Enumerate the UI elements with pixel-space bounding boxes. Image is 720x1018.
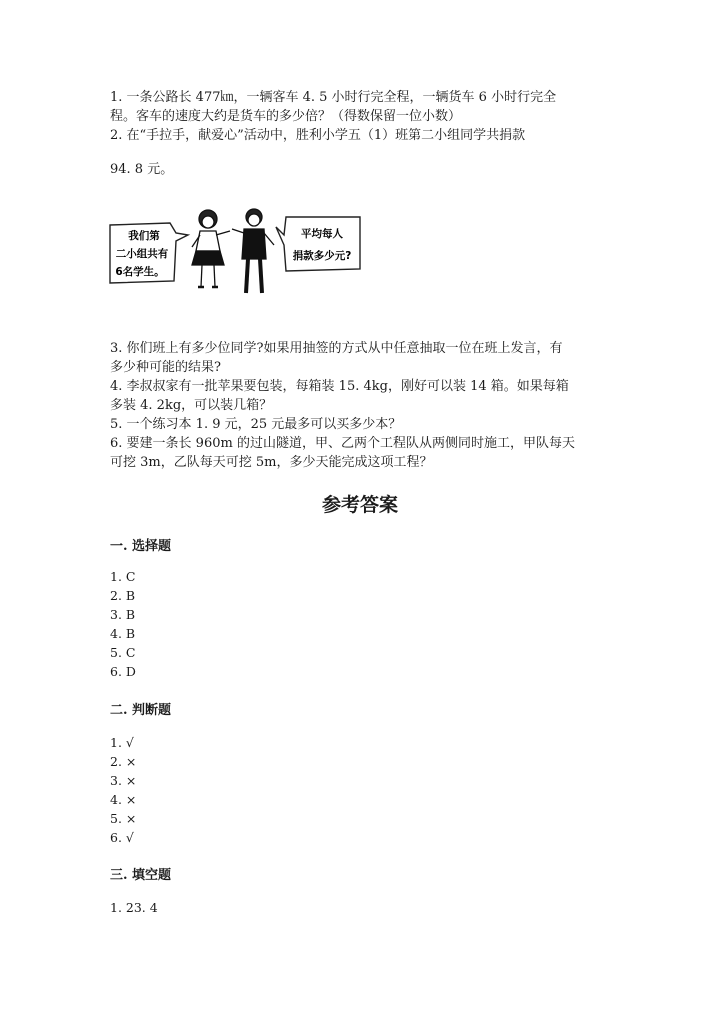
bubble-left-text-2: 二小组共有 bbox=[115, 248, 169, 260]
choice-answer-4: 4. B bbox=[110, 626, 136, 641]
section-judge-heading: 二. 判断题 bbox=[110, 703, 172, 718]
bubble-right-text-2: 捐款多少元? bbox=[292, 250, 352, 262]
problem-6-line-1: 6. 要建一条长 960m 的过山隧道，甲、乙两个工程队从两侧同时施工，甲队每天 bbox=[110, 436, 575, 451]
problem-6-line-2: 可挖 3m，乙队每天可挖 5m，多少天能完成这项工程？ bbox=[110, 455, 433, 470]
section-choice-heading: 一. 选择题 bbox=[110, 539, 172, 554]
choice-answer-2: 2. B bbox=[110, 588, 136, 603]
problem-2-line-2: 94. 8 元。 bbox=[110, 162, 174, 177]
choice-answer-3: 3. B bbox=[110, 607, 136, 622]
problem-4-line-1: 4. 李叔叔家有一批苹果要包装，每箱装 15. 4kg，刚好可以装 14 箱。如果每箱 bbox=[110, 379, 569, 394]
choice-answer-5: 5. C bbox=[110, 645, 136, 660]
bubble-left-text-1: 我们第 bbox=[128, 230, 160, 242]
problem-3-line-2: 多少种可能的结果? bbox=[110, 360, 221, 375]
problem-5-line-1: 5. 一个练习本 1. 9 元，25 元最多可以买多少本？ bbox=[110, 417, 402, 432]
boy-figure bbox=[232, 209, 274, 293]
children-illustration bbox=[108, 205, 364, 301]
fill-answer-1: 1. 23. 4 bbox=[110, 900, 158, 915]
problem-4-line-2: 多装 4. 2kg，可以装几箱？ bbox=[110, 398, 273, 413]
problem-3-line-1: 3. 你们班上有多少位同学?如果用抽签的方式从中任意抽取一位在班上发言，有 bbox=[110, 341, 563, 356]
choice-answer-1: 1. C bbox=[110, 569, 136, 584]
problem-2-line-1: 2. 在“手拉手，献爱心”活动中，胜利小学五（1）班第二小组同学共捐款 bbox=[110, 128, 526, 143]
problem-1-line-1: 1. 一条公路长 477㎞，一辆客车 4. 5 小时行完全程，一辆货车 6 小时行完全 bbox=[110, 90, 557, 105]
choice-answer-6: 6. D bbox=[110, 664, 136, 679]
girl-figure bbox=[192, 210, 230, 287]
section-fill-heading: 三. 填空题 bbox=[110, 868, 172, 883]
judge-answer-1: 1. √ bbox=[110, 735, 134, 750]
answers-title: 参考答案 bbox=[321, 494, 398, 516]
bubble-left-text-3: 6名学生。 bbox=[115, 266, 165, 278]
judge-answer-5: 5. × bbox=[110, 811, 137, 826]
judge-answer-4: 4. × bbox=[110, 792, 137, 807]
judge-answer-6: 6. √ bbox=[110, 830, 134, 845]
bubble-right-text-1: 平均每人 bbox=[301, 228, 343, 240]
right-speech-bubble bbox=[276, 217, 360, 271]
judge-answer-3: 3. × bbox=[110, 773, 137, 788]
problem-2-illustration bbox=[108, 205, 364, 301]
judge-answer-2: 2. × bbox=[110, 754, 137, 769]
problem-1-line-2: 程。客车的速度大约是货车的多少倍？（得数保留一位小数） bbox=[110, 109, 462, 124]
